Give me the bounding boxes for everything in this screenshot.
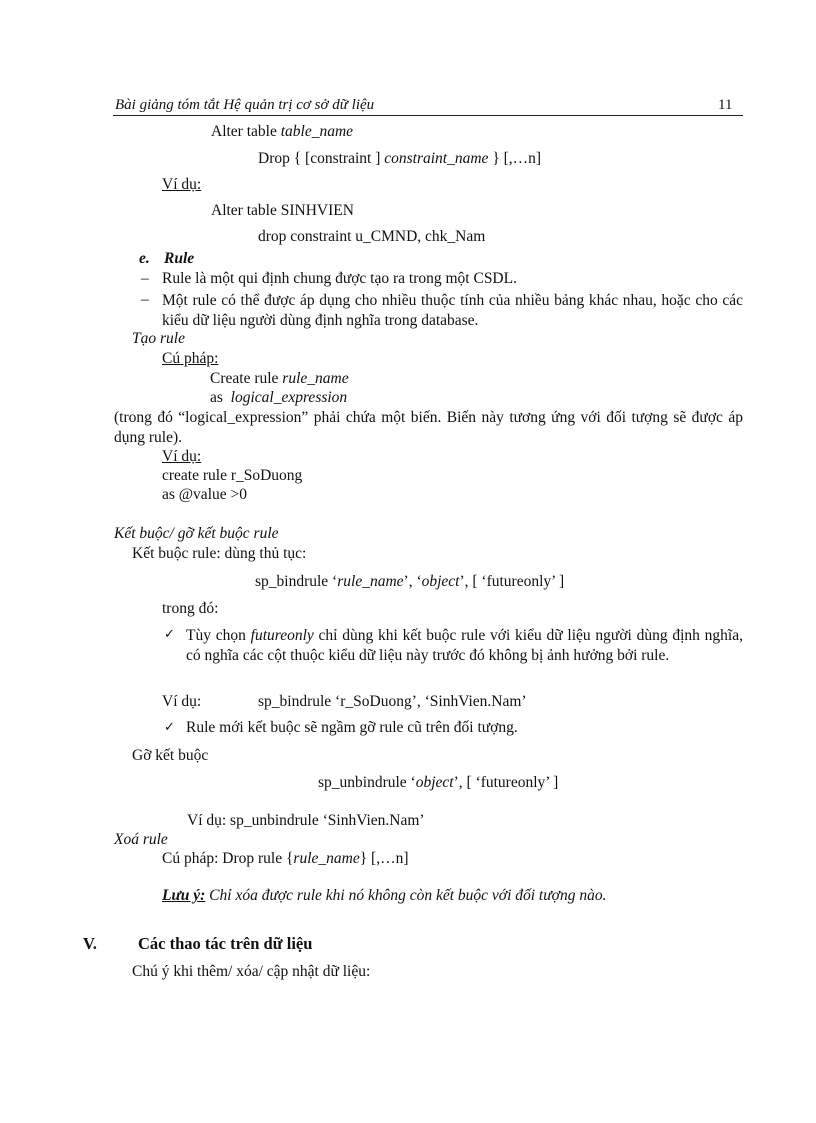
example-label: Ví dụ: bbox=[162, 693, 202, 710]
note: Lưu ý: Chỉ xóa được rule khi nó không còn kết buộc với đối tượng nào. bbox=[162, 887, 607, 904]
check-icon: ✓ bbox=[164, 720, 175, 735]
drop-constraint-syntax: Drop { [constraint ] constraint_name } [,…n] bbox=[258, 150, 542, 167]
explanatory-note: (trong đó “logical_expression” phải chứa một biến. Biến này tương ứng với đối tượng sẽ được áp dụng rule). bbox=[114, 409, 743, 446]
section-heading: Rule bbox=[164, 250, 195, 267]
example-code-line: as @value >0 bbox=[162, 486, 247, 503]
example-code-line: drop constraint u_CMND, chk_Nam bbox=[258, 228, 486, 245]
unbind-example: Ví dụ: sp_unbindrule ‘SinhVien.Nam’ bbox=[187, 812, 425, 829]
example-code-line: sp_bindrule ‘r_SoDuong’, ‘SinhVien.Nam’ bbox=[258, 693, 527, 710]
section-title: Các thao tác trên dữ liệu bbox=[138, 934, 313, 953]
example-code-line: create rule r_SoDuong bbox=[162, 467, 303, 484]
subsection-title: Xoá rule bbox=[114, 831, 168, 848]
create-rule-syntax: Create rule rule_name bbox=[210, 370, 349, 387]
header-divider bbox=[113, 115, 743, 116]
subsection-title: Tạo rule bbox=[132, 330, 185, 347]
syntax-label: Cú pháp: bbox=[162, 350, 219, 367]
drop-rule-syntax: Cú pháp: Drop rule {rule_name} [,…n] bbox=[162, 850, 409, 867]
where-label: trong đó: bbox=[162, 600, 219, 617]
check-text: Rule mới kết buộc sẽ ngầm gỡ rule cũ trên đối tượng. bbox=[186, 719, 518, 736]
page-number: 11 bbox=[718, 97, 733, 113]
dash-bullet: – bbox=[141, 270, 149, 287]
bullet-text: Rule là một qui định chung được tạo ra trong một CSDL. bbox=[162, 270, 517, 287]
bindrule-syntax: sp_bindrule ‘rule_name’, ‘object’, [ ‘futureonly’ ] bbox=[255, 573, 565, 590]
unbindrule-syntax: sp_unbindrule ‘object’, [ ‘futureonly’ ] bbox=[318, 774, 559, 791]
section-intro: Chú ý khi thêm/ xóa/ cập nhật dữ liệu: bbox=[132, 963, 371, 980]
unbind-label: Gỡ kết buộc bbox=[132, 747, 209, 764]
dash-bullet: – bbox=[141, 291, 149, 308]
example-code-line: Alter table SINHVIEN bbox=[211, 202, 354, 219]
subsection-title: Kết buộc/ gỡ kết buộc rule bbox=[114, 525, 279, 542]
check-text: Tùy chọn futureonly chỉ dùng khi kết buộc rule với kiểu dữ liệu người dùng định nghĩa, có nghĩa các cột thuộc kiểu dữ liệu này trước đó không bị ảnh hưởng bởi rule. bbox=[186, 627, 743, 664]
alter-table-syntax: Alter table table_name bbox=[211, 123, 354, 140]
check-icon: ✓ bbox=[164, 627, 175, 642]
example-label: Ví dụ: bbox=[162, 448, 202, 465]
bind-description: Kết buộc rule: dùng thủ tục: bbox=[132, 545, 307, 562]
section-number: V. bbox=[83, 934, 97, 953]
example-label: Ví dụ: bbox=[162, 176, 202, 193]
as-expression-syntax: as logical_expression bbox=[210, 389, 348, 406]
running-header-title: Bài giảng tóm tắt Hệ quản trị cơ sở dữ liệu bbox=[115, 97, 375, 113]
bullet-text: Một rule có thể được áp dụng cho nhiều thuộc tính của nhiều bảng khác nhau, hoặc cho các kiểu dữ liệu người dùng định nghĩa trong database. bbox=[162, 292, 743, 329]
section-letter: e. bbox=[139, 250, 150, 267]
